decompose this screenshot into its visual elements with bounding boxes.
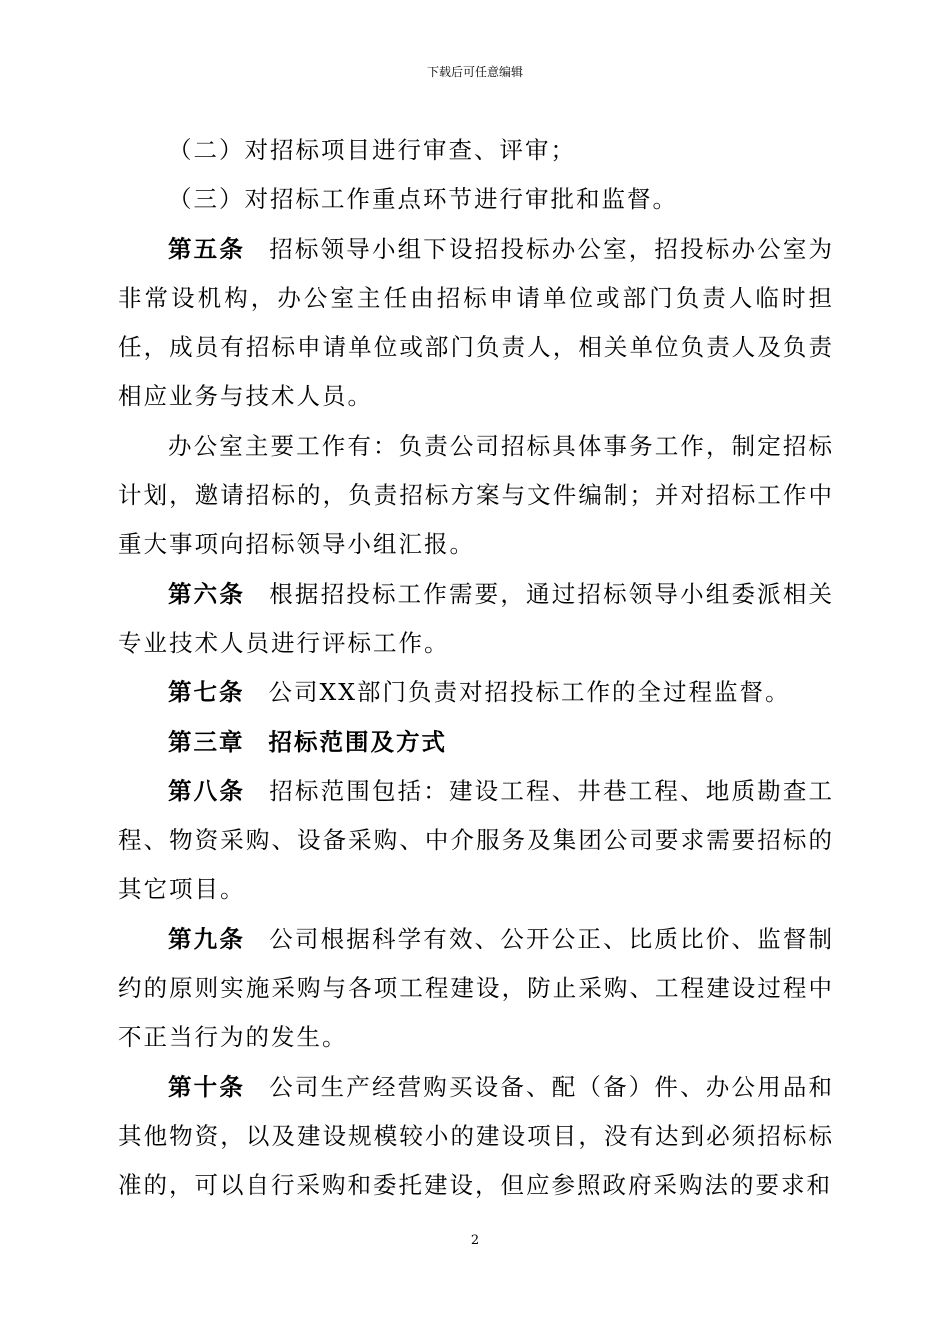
paragraph-text: （二）对招标项目进行审查、评审； — [168, 136, 576, 164]
article-paragraph — [118, 767, 834, 915]
article-paragraph — [118, 225, 834, 422]
paragraph — [118, 422, 834, 570]
article-heading: 第六条 — [168, 579, 246, 608]
article-heading: 第五条 — [168, 234, 246, 263]
article-paragraph — [118, 1063, 834, 1211]
article-text: 招标领导小组下设招投标办公室，招投标办公室为非常设机构，办公室主任由招标申请单位或部门负责人临时担任，成员有招标申请单位或部门负责人，相关单位负责人及负责相应业务与技术人员。 — [118, 234, 835, 411]
paragraph — [118, 175, 834, 224]
header-text: 下载后可任意编辑 — [426, 65, 523, 79]
article-text: 公司根据科学有效、公开公正、比质比价、监督制约的原则实施采购与各项工程建设，防止采购、工程建设过程中不正当行为的发生。 — [118, 924, 835, 1052]
article-paragraph — [118, 668, 834, 717]
page-footer — [0, 1233, 950, 1249]
article-text: 根据招投标工作需要，通过招标领导小组委派相关专业技术人员进行评标工作。 — [118, 579, 835, 657]
paragraph-text: 办公室主要工作有：负责公司招标具体事务工作，制定招标计划，邀请招标的，负责招标方案与文件编制；并对招标工作中重大事项向招标领导小组汇报。 — [118, 431, 834, 559]
page-header — [0, 64, 950, 80]
chapter-title: 招标范围及方式 — [268, 727, 447, 756]
chapter-heading — [118, 718, 834, 767]
paragraph — [118, 126, 834, 175]
article-heading: 第八条 — [168, 776, 246, 805]
article-heading: 第七条 — [168, 678, 245, 707]
article-paragraph — [118, 915, 834, 1063]
article-paragraph — [118, 570, 834, 669]
page-number: 2 — [470, 1233, 480, 1248]
document-body — [118, 126, 834, 1211]
article-text: 公司XX部门负责对招投标工作的全过程监督。 — [268, 678, 791, 707]
article-heading: 第九条 — [168, 924, 246, 953]
article-text: 招标范围包括：建设工程、井巷工程、地质勘查工程、物资采购、设备采购、中介服务及集团公司要求需要招标的其它项目。 — [118, 776, 835, 904]
chapter-number: 第三章 — [168, 727, 245, 756]
paragraph-text: （三）对招标工作重点环节进行审批和监督。 — [168, 185, 678, 214]
article-heading: 第十条 — [168, 1072, 246, 1101]
article-text: 公司生产经营购买设备、配（备）件、办公用品和其他物资，以及建设规模较小的建设项目，没有达到必须招标标准的，可以自行采购和委托建设，但应参照政府采购法的要求和 — [118, 1072, 835, 1200]
